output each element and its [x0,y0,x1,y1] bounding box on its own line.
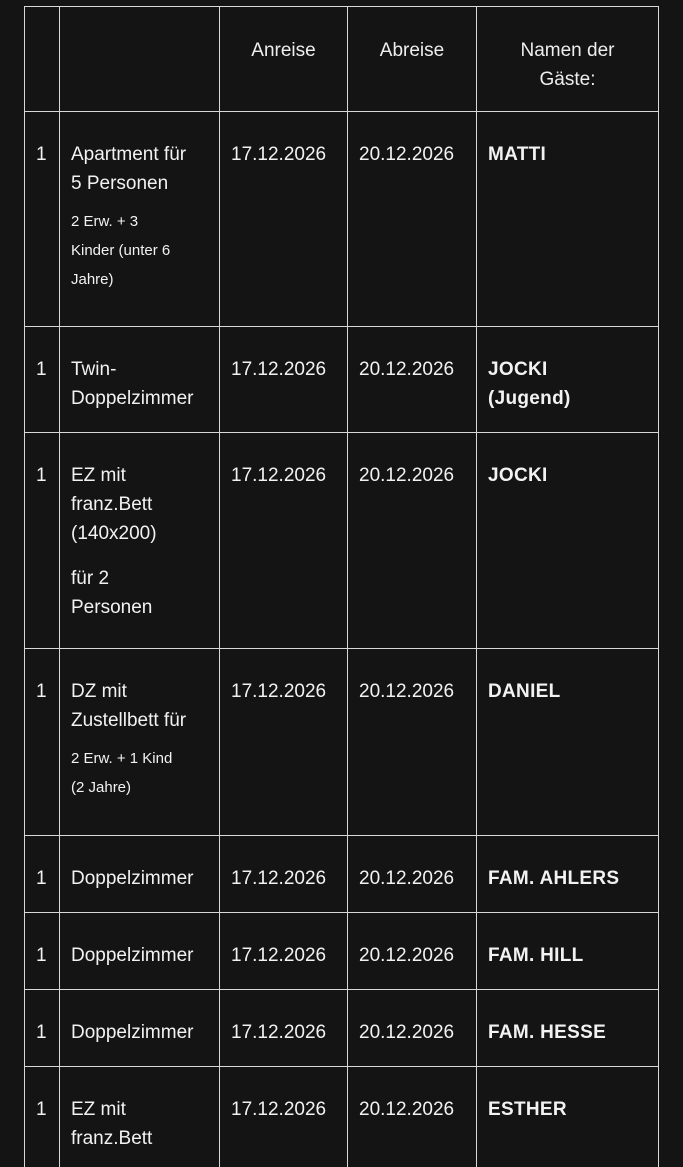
room-cell: EZ mit franz.Bett (140x200) für 2 Personen [60,433,220,649]
arrival-cell: 17.12.2026 [220,913,348,990]
room-cell: Doppelzimmer [60,836,220,913]
qty-cell: 1 [25,990,60,1067]
qty-cell: 1 [25,327,60,433]
departure-cell: 20.12.2026 [348,990,477,1067]
qty-cell: 1 [25,649,60,836]
departure-cell: 20.12.2026 [348,433,477,649]
arrival-cell: 17.12.2026 [220,836,348,913]
room-cell: Apartment für 5 Personen 2 Erw. + 3 Kinder (unter 6 Jahre) [60,112,220,327]
room-cell: DZ mit Zustellbett für 2 Erw. + 1 Kind (2 Jahre) [60,649,220,836]
table-row [25,327,659,433]
departure-cell: 20.12.2026 [348,836,477,913]
table-row [25,913,659,990]
table-row [25,112,659,327]
guest-name-cell: MATTI [477,112,659,327]
room-cell: Doppelzimmer [60,990,220,1067]
table-header-row [25,7,659,112]
header-qty [25,7,60,112]
qty-cell: 1 [25,433,60,649]
guest-name-cell: JOCKI (Jugend) [477,327,659,433]
departure-cell: 20.12.2026 [348,913,477,990]
room-cell: Twin- Doppelzimmer [60,327,220,433]
qty-cell: 1 [25,836,60,913]
table-row [25,1067,659,1167]
room-note: 2 Erw. + 1 Kind (2 Jahre) [71,744,208,802]
guest-name-cell: JOCKI [477,433,659,649]
arrival-cell: 17.12.2026 [220,433,348,649]
booking-table-container [24,6,659,1167]
room-note: 2 Erw. + 3 Kinder (unter 6 Jahre) [71,207,208,294]
arrival-cell: 17.12.2026 [220,990,348,1067]
departure-cell: 20.12.2026 [348,327,477,433]
room-cell: Doppelzimmer [60,913,220,990]
qty-cell: 1 [25,1067,60,1167]
departure-cell: 20.12.2026 [348,1067,477,1167]
guest-name-cell: DANIEL [477,649,659,836]
table-row [25,649,659,836]
qty-cell: 1 [25,913,60,990]
header-guest-names: Namen der Gäste: [477,7,659,112]
arrival-cell: 17.12.2026 [220,327,348,433]
table-row [25,990,659,1067]
departure-cell: 20.12.2026 [348,112,477,327]
header-arrival: Anreise [220,7,348,112]
arrival-cell: 17.12.2026 [220,112,348,327]
header-departure: Abreise [348,7,477,112]
booking-table [24,6,659,1167]
room-cell: EZ mit franz.Bett [60,1067,220,1167]
table-row [25,433,659,649]
header-room [60,7,220,112]
room-note: für 2 Personen [71,564,208,622]
qty-cell: 1 [25,112,60,327]
departure-cell: 20.12.2026 [348,649,477,836]
guest-name-cell: ESTHER [477,1067,659,1167]
guest-name-cell: FAM. AHLERS [477,836,659,913]
arrival-cell: 17.12.2026 [220,1067,348,1167]
guest-name-cell: FAM. HESSE [477,990,659,1067]
arrival-cell: 17.12.2026 [220,649,348,836]
table-row [25,836,659,913]
guest-name-cell: FAM. HILL [477,913,659,990]
